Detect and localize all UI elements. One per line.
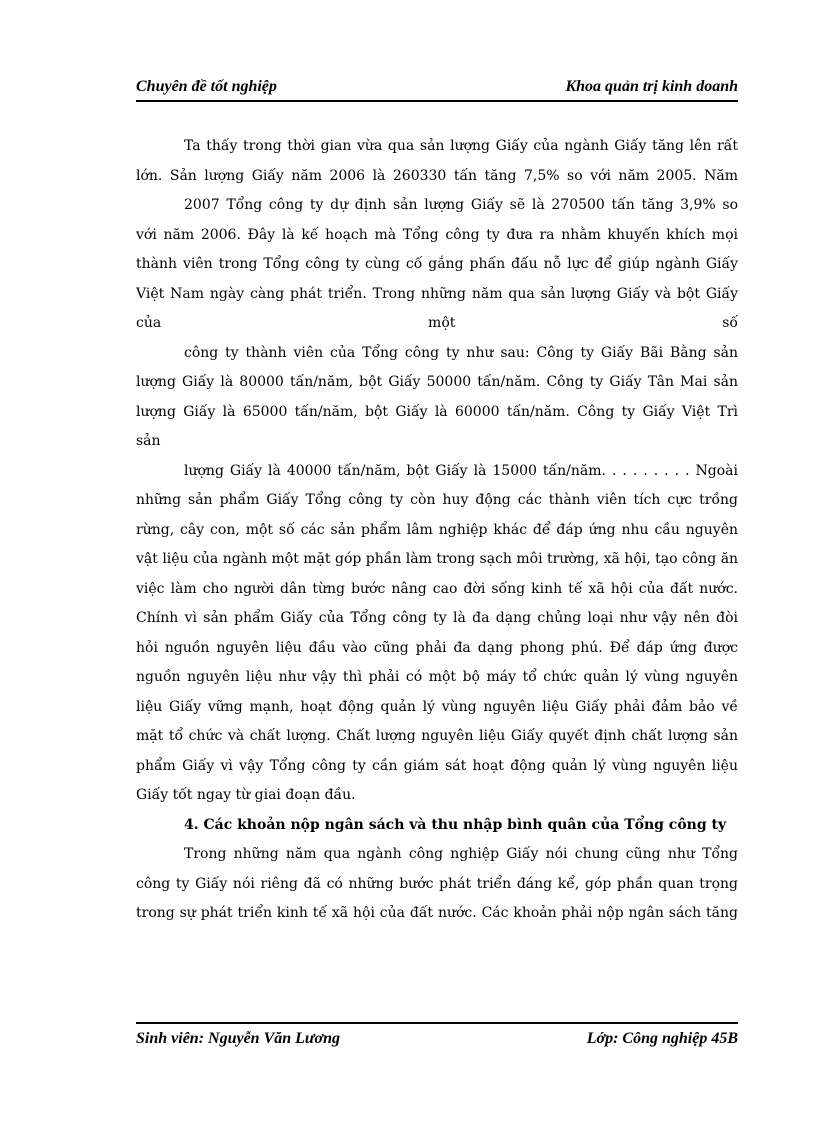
text-line: với năm 2006. Đây là kế hoạch mà Tổng công ty đưa ra nhằm khuyến khích mọi [136,226,738,243]
text-line: lượng Giấy là 40000 tấn/năm, bột Giấy là 15000 tấn/năm. . . . . . . . . Ngoài [184,462,738,479]
text-line: lượng Giấy là 80000 tấn/năm, bột Giấy 50000 tấn/năm. Công ty Giấy Tân Mai sản [136,374,738,390]
text-line: hỏi nguồn nguyên liệu đầu vào cũng phải đa dạng phong phú. Để đáp ứng được [136,639,738,656]
text-line: Chính vì sản phẩm Giấy của Tổng công ty là đa dạng chủng loại như vậy nên đòi [136,610,738,626]
text-line: công ty Giấy nói riêng đã có những bước phát triển đáng kể, góp phần quan trọng [136,875,738,892]
text-line: vật liệu của ngành một mặt góp phần làm trong sạch môi trường, xã hội, tạo công ăn [136,551,739,567]
text-line: những sản phẩm Giấy Tổng công ty còn huy động các thành viên tích cực trồng [136,492,738,508]
text-line: rừng, cây con, một số các sản phẩm lâm nghiệp khác để đáp ứng nhu cầu nguyên [136,521,738,538]
text-line: thành viên trong Tổng công ty cùng cố gắng phấn đấu nỗ lực để giúp ngành Giấy [136,256,738,272]
text-line: sản [136,433,161,449]
footer-student-name: Sinh viên: Nguyễn Văn Lương [136,1030,340,1047]
page-footer [136,1022,738,1050]
text-line: mặt tổ chức và chất lượng. Chất lượng nguyên liệu Giấy quyết định chất lượng sản [136,728,738,744]
text-line: liệu Giấy vững mạnh, hoạt động quản lý vùng nguyên liệu Giấy phải đảm bảo về [136,698,738,715]
section-heading: 4. Các khoản nộp ngân sách và thu nhập bình quân của Tổng công ty [184,816,727,833]
text-line: công ty thành viên của Tổng công ty như sau: Công ty Giấy Bãi Bằng sản [184,344,738,361]
header-faculty: Khoa quản trị kinh doanh [565,78,738,95]
page-header [136,76,738,102]
text-line: nguồn nguyên liệu như vậy thì phải có một bộ máy tổ chức quản lý vùng nguyên [136,669,738,685]
text-line: lớn. Sản lượng Giấy năm 2006 là 260330 tấn tăng 7,5% so với năm 2005. Năm [136,167,738,184]
text-line: Giấy tốt ngay từ giai đoạn đầu. [136,787,356,803]
text-line: lượng Giấy là 65000 tấn/năm, bột Giấy là 60000 tấn/năm. Công ty Giấy Việt Trì [136,403,738,420]
header-thesis-title: Chuyên đề tốt nghiệp [136,78,277,95]
document-body [136,132,738,929]
text-line: Ta thấy trong thời gian vừa qua sản lượng Giấy của ngành Giấy tăng lên rất [184,138,738,154]
text-line: trong sự phát triển kinh tế xã hội của đất nước. Các khoản phải nộp ngân sách tăng [136,905,738,921]
footer-class: Lớp: Công nghiệp 45B [586,1030,738,1047]
text-line: 2007 Tổng công ty dự định sản lượng Giấy sẽ là 270500 tấn tăng 3,9% so [184,197,738,213]
text-line: việc làm cho người dân từng bước nâng cao đời sống kinh tế xã hội của đất nước. [136,580,738,597]
text-line: của một số [136,315,738,331]
text-line: Trong những năm qua ngành công nghiệp Giấy nói chung cũng như Tổng [184,846,738,862]
text-line: Việt Nam ngày càng phát triển. Trong những năm qua sản lượng Giấy và bột Giấy [136,285,738,302]
text-line: phẩm Giấy vì vậy Tổng công ty cần giám sát hoạt động quản lý vùng nguyên liệu [136,757,738,774]
